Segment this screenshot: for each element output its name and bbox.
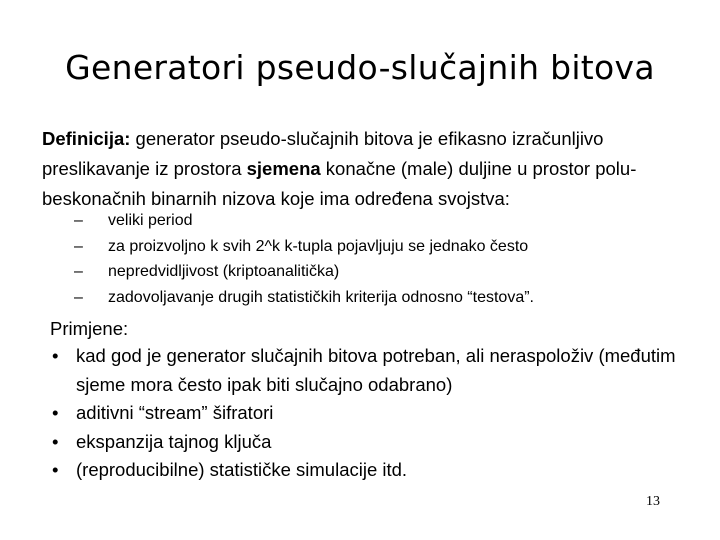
property-item xyxy=(74,208,534,234)
application-item xyxy=(50,428,690,457)
slide-title: Generatori pseudo-slučajnih bitova xyxy=(65,48,655,87)
bullet-marker: • xyxy=(52,430,59,452)
property-text: nepredvidljivost (kriptoanalitička) xyxy=(108,263,340,280)
property-text: za proizvoljno k svih 2^k k-tupla pojavljuju se jednako često xyxy=(108,237,529,255)
bullet-marker: • xyxy=(52,402,59,423)
definition-text-1: generator pseudo-slučajnih bitova je efikasno izračunljivo preslikavanje iz prostora xyxy=(42,128,604,179)
application-text: ekspanzija tajnog ključa xyxy=(76,430,272,452)
property-item xyxy=(74,234,534,260)
page-number: 13 xyxy=(646,494,660,509)
property-item xyxy=(74,259,534,285)
definition-text-2: konačne (male) duljine u prostor polu-beskonačnih binarnih nizova koje ima određena svojstva: xyxy=(42,158,637,209)
definition-paragraph xyxy=(42,124,692,214)
applications-heading: Primjene: xyxy=(50,318,129,339)
bullet-marker: • xyxy=(52,345,59,366)
dash-marker: – xyxy=(74,212,83,229)
dash-marker: – xyxy=(74,237,83,255)
property-item xyxy=(74,285,534,311)
application-item xyxy=(50,342,690,399)
applications-list xyxy=(50,342,690,485)
application-item xyxy=(50,399,690,428)
seed-term: sjemena xyxy=(246,158,321,179)
definition-label: Definicija: xyxy=(42,128,131,149)
dash-marker: – xyxy=(74,263,83,280)
application-text: (reproducibilne) statističke simulacije itd. xyxy=(76,459,408,480)
property-text: zadovoljavanje drugih statističkih kriterija odnosno “testova”. xyxy=(108,288,534,306)
properties-list xyxy=(74,208,534,310)
bullet-marker: • xyxy=(52,459,59,480)
property-text: veliki period xyxy=(108,212,193,229)
application-text: kad god je generator slučajnih bitova potreban, ali neraspoloživ (međutim sjeme mora često ipak biti slučajno odabrano) xyxy=(76,345,676,395)
dash-marker: – xyxy=(74,288,83,306)
application-item xyxy=(50,456,690,485)
application-text: aditivni “stream” šifratori xyxy=(76,402,274,423)
